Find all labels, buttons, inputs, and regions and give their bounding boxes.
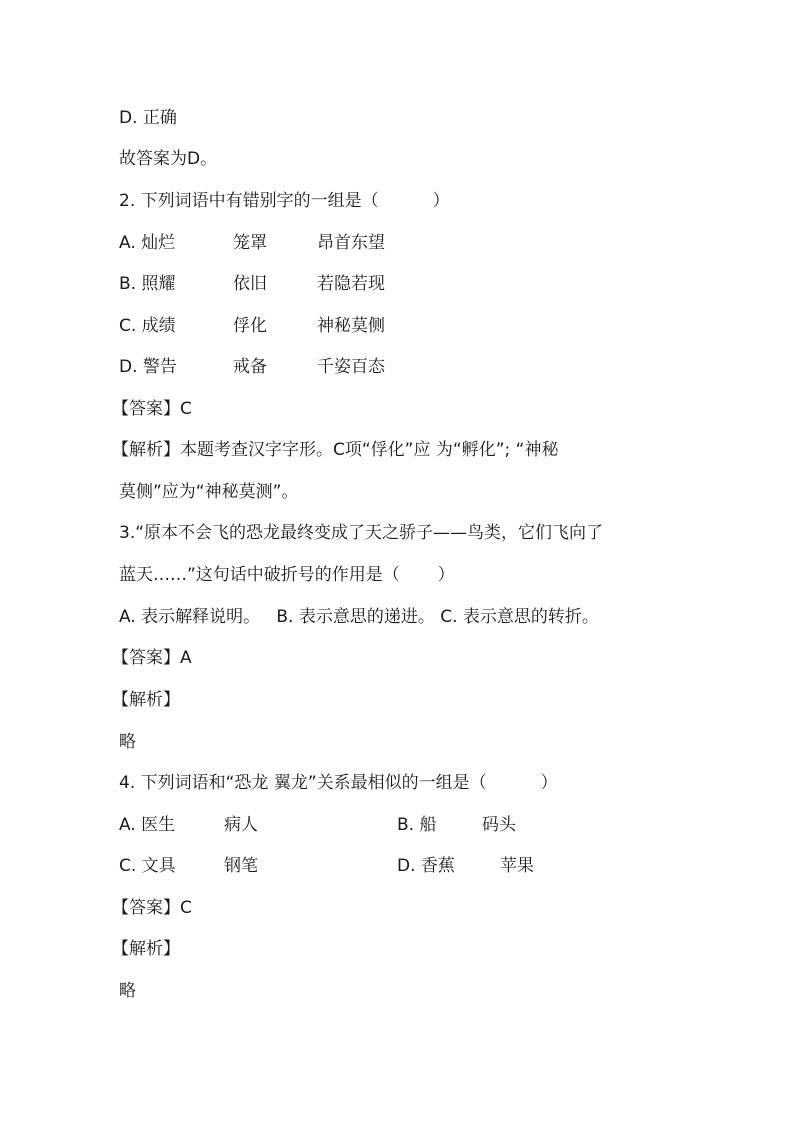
q4-option-a: A. 医生	[119, 815, 176, 835]
q4-option-c-word2: 钢笔	[224, 856, 258, 876]
q2-option-a: A. 灿烂	[119, 233, 176, 253]
q2-option-b-word2: 依旧	[233, 274, 267, 294]
q2-option-c-word3: 神秘莫侧	[317, 316, 385, 336]
answer-conclusion: 故答案为D。	[119, 149, 218, 169]
q4-explanation: 略	[119, 981, 136, 1001]
q2-option-b-word3: 若隐若现	[317, 274, 385, 294]
q4-option-b-word2: 码头	[482, 815, 516, 835]
q2-explanation-line1: 【解析】本题考查汉字字形。C项“俘化”应 为“孵化”; “神秘	[112, 440, 559, 460]
q2-option-d-word2: 戒备	[233, 357, 267, 377]
q4-option-c: C. 文具	[119, 856, 176, 876]
q4-option-b: B. 船	[397, 815, 437, 835]
question-3-line2: 蓝天……”这句话中破折号的作用是（ ）	[119, 565, 455, 585]
q3-options: A. 表示解释说明。 B. 表示意思的递进。 C. 表示意思的转折。	[119, 607, 599, 627]
q4-explanation-heading: 【解析】	[112, 939, 180, 959]
q4-option-d: D. 香蕉	[397, 856, 455, 876]
q2-option-a-word2: 笼罩	[233, 233, 267, 253]
q2-explanation-line2: 莫侧”应为“神秘莫测”。	[119, 482, 299, 502]
q3-answer: 【答案】A	[112, 648, 192, 668]
q4-option-d-word2: 苹果	[500, 856, 534, 876]
q2-option-a-word3: 昂首东望	[317, 233, 385, 253]
question-3-line1: 3.“原本不会飞的恐龙最终变成了天之骄子——鸟类，它们飞向了	[119, 523, 604, 543]
q2-option-b: B. 照耀	[119, 274, 176, 294]
question-4: 4. 下列词语和“恐龙 翼龙”关系最相似的一组是（ ）	[119, 773, 558, 793]
q2-option-d-word3: 千姿百态	[317, 357, 385, 377]
q2-option-c: C. 成绩	[119, 316, 176, 336]
q4-answer: 【答案】C	[112, 898, 192, 918]
q2-answer: 【答案】C	[112, 399, 192, 419]
q3-explanation: 略	[119, 732, 136, 752]
q4-option-a-word2: 病人	[224, 815, 258, 835]
option-d-correct: D. 正确	[119, 108, 177, 128]
q2-option-d: D. 警告	[119, 357, 177, 377]
question-2: 2. 下列词语中有错别字的一组是（ ）	[119, 191, 450, 211]
q3-explanation-heading: 【解析】	[112, 690, 180, 710]
q2-option-c-word2: 俘化	[233, 316, 267, 336]
